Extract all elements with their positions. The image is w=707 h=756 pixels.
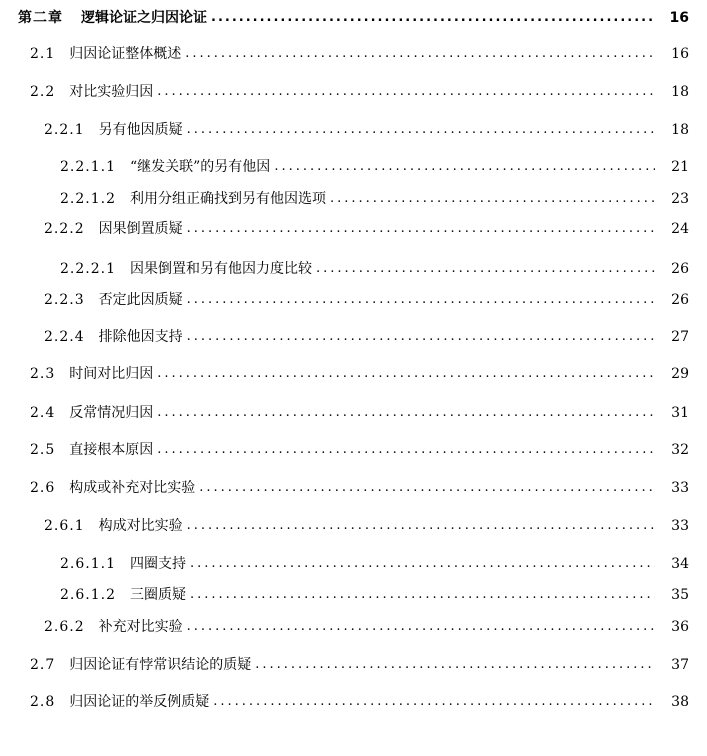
toc-row-2-2-1-1[interactable]	[0, 154, 707, 176]
toc-row-chapter-2[interactable]	[0, 5, 707, 27]
toc-row-2-6-1-1[interactable]	[0, 551, 707, 573]
toc-row-2-4[interactable]	[0, 400, 707, 422]
toc-dot-leader	[187, 517, 655, 535]
toc-number: 2.6	[30, 480, 56, 496]
toc-page-number: 31	[671, 405, 689, 421]
toc-number: 2.2.3	[44, 292, 85, 308]
toc-page-number: 32	[671, 442, 689, 458]
toc-page-number: 24	[671, 221, 689, 237]
toc-number: 2.8	[30, 694, 56, 710]
toc-row-2-2[interactable]	[0, 79, 707, 101]
toc-dot-leader	[157, 83, 655, 101]
toc-dot-leader	[190, 555, 655, 573]
toc-number: 2.6.2	[44, 619, 85, 635]
toc-number: 2.2	[30, 84, 56, 100]
toc-title: 因果倒置质疑	[98, 221, 183, 237]
toc-title: 利用分组正确找到另有他因选项	[129, 191, 326, 207]
toc-dot-leader	[316, 260, 655, 278]
toc-dot-leader	[330, 190, 655, 208]
toc-dot-leader	[213, 693, 655, 711]
toc-number: 2.2.2	[44, 221, 85, 237]
toc-title: 构成对比实验	[98, 518, 183, 534]
toc-page-number: 21	[671, 159, 689, 175]
toc-row-2-2-2[interactable]	[0, 216, 707, 238]
toc-page-number: 16	[669, 10, 689, 26]
toc-number: 2.2.1	[44, 122, 85, 138]
toc-row-2-6-1[interactable]	[0, 513, 707, 535]
toc-dot-leader	[185, 45, 655, 63]
toc-title: 逻辑论证之归因论证	[81, 10, 207, 26]
toc-page-number: 26	[671, 261, 689, 277]
toc-dot-leader	[187, 291, 655, 309]
toc-title: 三圈质疑	[129, 587, 186, 603]
toc-row-2-6-1-2[interactable]	[0, 582, 707, 604]
toc-dot-leader	[190, 586, 655, 604]
toc-number: 2.1	[30, 46, 56, 62]
toc-title: 否定此因质疑	[98, 292, 183, 308]
toc-number: 2.2.4	[44, 329, 85, 345]
toc-dot-leader	[187, 328, 655, 346]
toc-row-2-2-1-2[interactable]	[0, 186, 707, 208]
toc-number: 2.7	[30, 657, 56, 673]
toc-page-number: 33	[671, 480, 689, 496]
toc-page-number: 33	[671, 518, 689, 534]
toc-dot-leader	[187, 618, 655, 636]
toc-row-2-2-4[interactable]	[0, 324, 707, 346]
toc-title: 时间对比归因	[69, 366, 154, 382]
toc-page-number: 23	[671, 191, 689, 207]
toc-row-2-6-2[interactable]	[0, 614, 707, 636]
toc-dot-leader	[255, 656, 655, 674]
toc-title: 归因论证的举反例质疑	[69, 694, 210, 710]
toc-title: “继发关联”的另有他因	[129, 159, 271, 175]
toc-page-number: 27	[671, 329, 689, 345]
toc-page-number: 26	[671, 292, 689, 308]
toc-dot-leader	[157, 365, 655, 383]
toc-row-2-7[interactable]	[0, 652, 707, 674]
toc-dot-leader	[211, 9, 655, 27]
toc-dot-leader	[187, 121, 655, 139]
toc-number: 2.2.1.1	[60, 159, 116, 175]
toc-row-2-6[interactable]	[0, 475, 707, 497]
toc-page-number: 38	[671, 694, 689, 710]
toc-dot-leader	[199, 479, 655, 497]
toc-dot-leader	[187, 220, 655, 238]
toc-number: 2.2.2.1	[60, 261, 116, 277]
toc-page-number: 37	[671, 657, 689, 673]
toc-row-2-3[interactable]	[0, 361, 707, 383]
toc-title: 另有他因质疑	[98, 122, 183, 138]
toc-page-number: 29	[671, 366, 689, 382]
toc-title: 补充对比实验	[98, 619, 183, 635]
toc-dot-leader	[274, 158, 655, 176]
toc-row-2-1[interactable]	[0, 41, 707, 63]
toc-title: 排除他因支持	[98, 329, 183, 345]
toc-page-number: 34	[671, 556, 689, 572]
toc-number: 2.6.1	[44, 518, 85, 534]
toc-page-number: 18	[671, 84, 689, 100]
toc-title: 反常情况归因	[69, 405, 154, 421]
toc-number: 2.4	[30, 405, 56, 421]
toc-number: 第二章	[18, 10, 63, 26]
toc-number: 2.5	[30, 442, 56, 458]
toc-title: 直接根本原因	[69, 442, 154, 458]
toc-dot-leader	[157, 441, 655, 459]
toc-page-number: 35	[671, 587, 689, 603]
toc-title: 归因论证整体概述	[69, 46, 182, 62]
toc-row-2-2-3[interactable]	[0, 287, 707, 309]
toc-number: 2.6.1.1	[60, 556, 116, 572]
toc-row-2-2-1[interactable]	[0, 117, 707, 139]
toc-row-2-5[interactable]	[0, 437, 707, 459]
toc-page-number: 36	[671, 619, 689, 635]
toc-row-2-8[interactable]	[0, 689, 707, 711]
toc-number: 2.6.1.2	[60, 587, 116, 603]
toc-title: 对比实验归因	[69, 84, 154, 100]
toc-number: 2.3	[30, 366, 56, 382]
toc-title: 构成或补充对比实验	[69, 480, 196, 496]
toc-title: 因果倒置和另有他因力度比较	[129, 261, 312, 277]
toc-dot-leader	[157, 404, 655, 422]
toc-page-number: 16	[671, 46, 689, 62]
toc-title: 归因论证有悖常识结论的质疑	[69, 657, 252, 673]
toc-page-number: 18	[671, 122, 689, 138]
toc-row-2-2-2-1[interactable]	[0, 256, 707, 278]
toc-title: 四圈支持	[129, 556, 186, 572]
toc-number: 2.2.1.2	[60, 191, 116, 207]
